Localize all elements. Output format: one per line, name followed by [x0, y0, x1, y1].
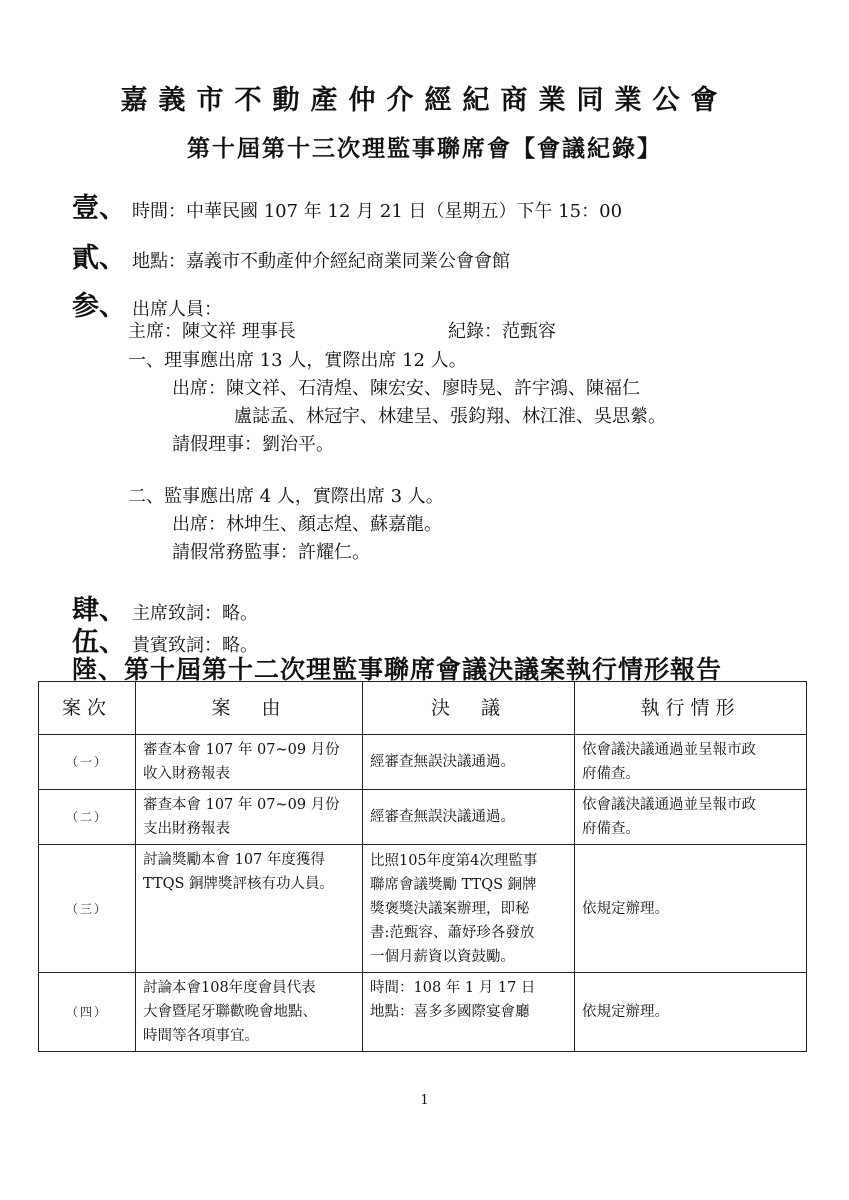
section-time [72, 186, 622, 225]
section-text: 時間：中華民國 107 年 12 月 21 日（星期五）下午 15：00 [132, 201, 623, 222]
case-status [575, 973, 807, 1052]
cell-line: 收入財務報表 [143, 766, 230, 782]
cell-line: 審查本會 107 年 07~09 月份 [143, 797, 340, 813]
org-title: 嘉義市不動產仲介經紀商業同業公會 [120, 85, 729, 116]
supervisors-leave: 請假常務監事：許耀仁。 [172, 542, 370, 563]
case-description [136, 845, 363, 973]
cell-line: 一個月薪資以資鼓勵。 [370, 948, 515, 965]
case-description [136, 735, 363, 790]
directors-heading: 一、理事應出席 13 人，實際出席 12 人。 [128, 350, 467, 371]
section-text: 主席致詞：略。 [132, 603, 258, 624]
cell-line: TTQS 銅牌獎評核有功人員。 [143, 876, 335, 892]
section-place [72, 236, 510, 275]
section-number: 壹、 [72, 193, 126, 224]
column-header: 執行情形 [575, 682, 807, 735]
case-resolution [363, 790, 575, 845]
chair-line: 主席：陳文祥 理事長 [128, 321, 296, 342]
cell-line: 依規定辦理。 [582, 900, 669, 917]
meeting-title: 第十屆第十三次理監事聯席會【會議紀錄】 [187, 135, 662, 162]
cell-line: 討論獎勵本會 107 年度獲得 [143, 852, 325, 868]
cell-line: 審查本會 107 年 07~09 月份 [143, 742, 340, 758]
section-text: 地點：嘉義市不動產仲介經紀商業同業公會會館 [132, 251, 510, 272]
directors-present-1: 出席：陳文祥、石清煌、陳宏安、廖時晃、許宇鴻、陳福仁 [172, 378, 640, 399]
cell-line: 依規定辦理。 [582, 1004, 669, 1020]
section-number: 伍、 [72, 627, 126, 658]
section-number: 貳、 [72, 243, 126, 274]
report-title: 陸、第十屆第十二次理監事聯席會議決議案執行情形報告 [72, 655, 723, 684]
case-resolution [363, 735, 575, 790]
execution-report-table [38, 681, 807, 1052]
case-number: （四） [39, 973, 136, 1052]
case-description [136, 973, 363, 1052]
cell-line: 府備查。 [582, 766, 640, 782]
cell-line: 支出財務報表 [143, 821, 230, 837]
cell-line: 經審查無誤決議通過。 [370, 809, 515, 825]
cell-line: 地點：喜多多國際宴會廳 [370, 1004, 530, 1020]
supervisors-heading: 二、監事應出席 4 人，實際出席 3 人。 [128, 486, 444, 507]
case-number: （二） [39, 790, 136, 845]
table-row [39, 735, 807, 790]
column-header: 案 由 [136, 682, 363, 735]
cell-line: 依會議決議通過並呈報市政 [582, 797, 756, 813]
cell-line: 獎褒獎決議案辦理，即秘 [370, 900, 530, 917]
case-resolution [363, 845, 575, 973]
section-number: 肆、 [72, 595, 126, 626]
cell-line: 時間等各項事宜。 [143, 1028, 259, 1044]
section-number: 参、 [72, 291, 126, 322]
cell-line: 府備查。 [582, 821, 640, 837]
cell-line: 書:范甄容、蕭妤珍各發放 [370, 924, 535, 941]
directors-present-2: 盧誌孟、林冠宇、林建呈、張鈞翔、林江淮、吳思縈。 [234, 406, 666, 427]
cell-line: 大會暨尾牙聯歡晚會地點、 [143, 1004, 317, 1020]
cell-line: 經審查無誤決議通過。 [370, 754, 515, 770]
cell-line: 比照105年度第4次理監事 [370, 852, 538, 869]
cell-line: 討論本會108年度會員代表 [143, 980, 316, 996]
case-status [575, 735, 807, 790]
directors-leave: 請假理事：劉治平。 [172, 434, 334, 455]
cell-line: 聯席會議獎勵 TTQS 銅牌 [370, 876, 537, 893]
case-number: （三） [39, 845, 136, 973]
table-header-row [39, 682, 807, 735]
column-header: 決 議 [363, 682, 575, 735]
case-number: （一） [39, 735, 136, 790]
case-status [575, 790, 807, 845]
supervisors-present: 出席：林坤生、顏志煌、蘇嘉龍。 [172, 514, 442, 535]
recorder-line: 紀錄：范甄容 [448, 321, 556, 342]
case-resolution [363, 973, 575, 1052]
case-description [136, 790, 363, 845]
cell-line: 時間：108 年 1 月 17 日 [370, 980, 536, 996]
table-row [39, 973, 807, 1052]
column-header: 案次 [39, 682, 136, 735]
case-status [575, 845, 807, 973]
page-number: 1 [420, 1093, 429, 1108]
section-text: 出席人員： [132, 299, 222, 320]
table-row [39, 845, 807, 973]
cell-line: 依會議決議通過並呈報市政 [582, 742, 756, 758]
section-text: 貴賓致詞：略。 [132, 635, 258, 656]
table-row [39, 790, 807, 845]
